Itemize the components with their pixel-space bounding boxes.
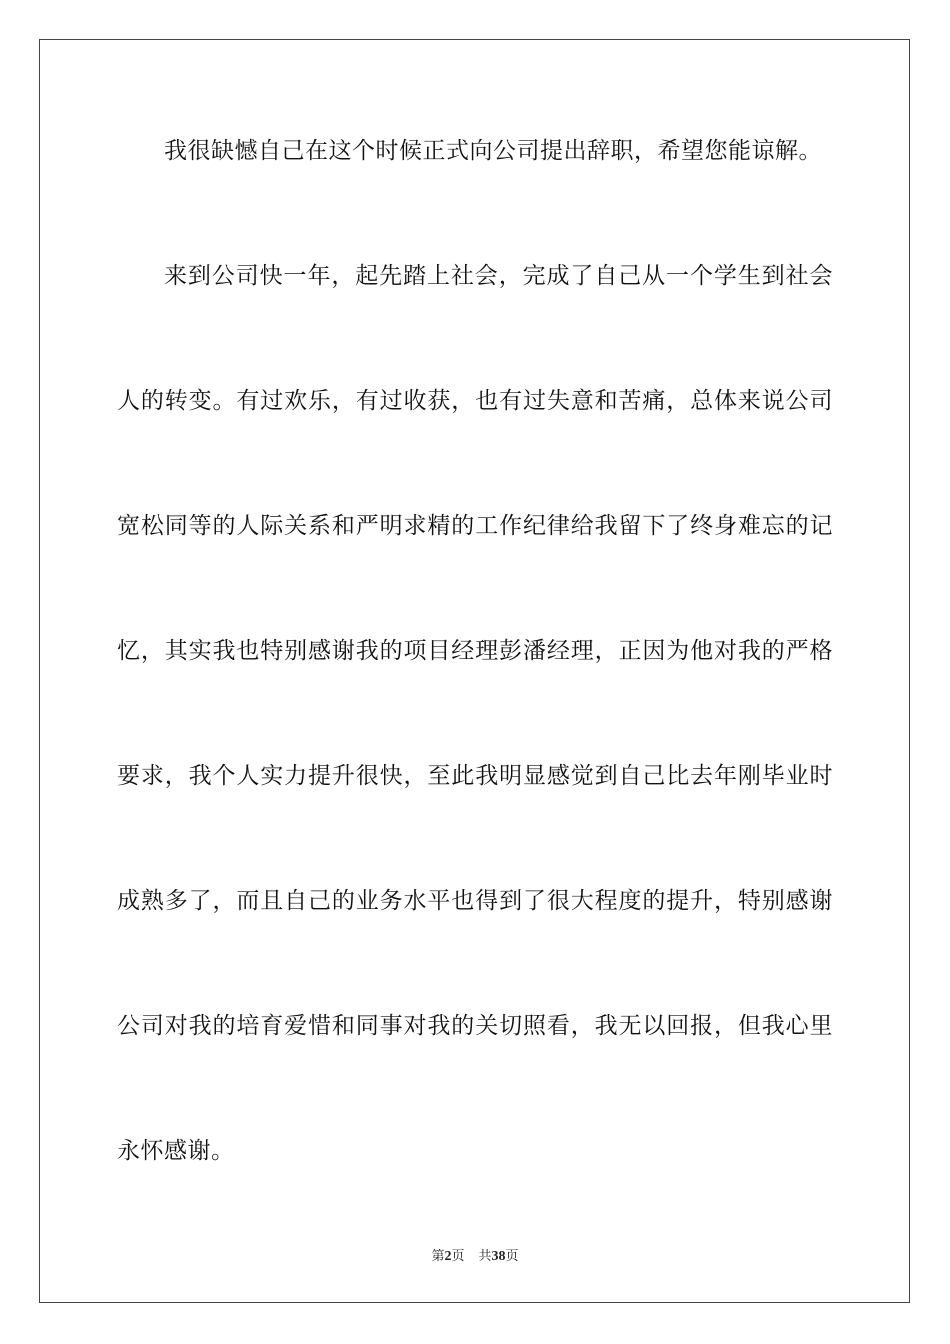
total-pages: 38 xyxy=(491,1249,506,1264)
page-prefix: 第 xyxy=(431,1249,445,1264)
paragraph-line: 我很缺憾自己在这个时候正式向公司提出辞职，希望您能谅解。 xyxy=(164,138,822,164)
paragraph-line: 忆，其实我也特别感谢我的项目经理彭潘经理，正因为他对我的严格 xyxy=(117,638,833,664)
paragraph-line: 成熟多了，而且自己的业务水平也得到了很大程度的提升，特别感谢 xyxy=(117,888,833,914)
paragraph-line: 人的转变。有过欢乐，有过收获，也有过失意和苦痛，总体来说公司 xyxy=(117,388,833,414)
total-unit: 页 xyxy=(505,1249,519,1264)
paragraph-line: 来到公司快一年，起先踏上社会，完成了自己从一个学生到社会 xyxy=(164,263,833,289)
page-footer xyxy=(0,1248,950,1266)
page-number: 2 xyxy=(444,1249,452,1264)
page-border xyxy=(39,39,910,1303)
paragraph-line: 宽松同等的人际关系和严明求精的工作纪律给我留下了终身难忘的记 xyxy=(117,513,833,539)
paragraph-line: 公司对我的培育爱惜和同事对我的关切照看，我无以回报，但我心里 xyxy=(117,1013,833,1039)
paragraph-line: 永怀感谢。 xyxy=(117,1138,235,1164)
page-unit: 页 xyxy=(451,1249,465,1264)
total-prefix: 共 xyxy=(478,1249,492,1264)
paragraph-line: 要求，我个人实力提升很快，至此我明显感觉到自己比去年刚毕业时 xyxy=(117,763,833,789)
